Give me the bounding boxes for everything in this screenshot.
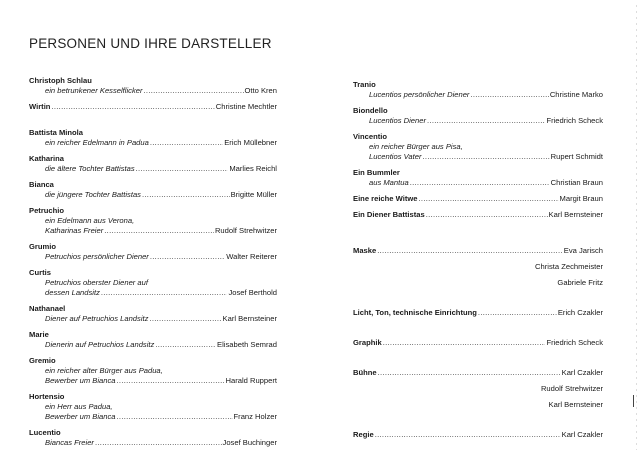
role-name: Curtis bbox=[29, 268, 51, 277]
actor-name: Harald Ruppert bbox=[225, 376, 277, 385]
crew-row bbox=[353, 338, 603, 348]
role-name: Petruchio bbox=[29, 206, 65, 215]
role-description: Diener auf Petruchios Landsitz bbox=[45, 314, 149, 323]
cast-entry bbox=[29, 330, 277, 350]
dot-leader bbox=[427, 116, 545, 126]
actor-name: Christine Mechtler bbox=[215, 102, 277, 111]
cast-entry bbox=[29, 268, 277, 298]
description-row bbox=[29, 314, 277, 324]
role-row bbox=[353, 210, 603, 220]
description-row bbox=[29, 340, 277, 350]
role-description: ein reicher Edelmann in Padua bbox=[45, 138, 149, 147]
scan-mark-artifact bbox=[633, 395, 634, 407]
cast-entry bbox=[29, 154, 277, 174]
role-name: Marie bbox=[29, 330, 49, 339]
cast-entry bbox=[29, 356, 277, 386]
actor-name: Walter Reiterer bbox=[226, 252, 277, 261]
cast-entry bbox=[29, 242, 277, 262]
role-description: Katharinas Freier bbox=[45, 226, 104, 235]
role-description: die jüngere Tochter Battistas bbox=[45, 190, 141, 199]
cast-list-left bbox=[29, 76, 277, 454]
role-description: Petruchios persönlicher Diener bbox=[45, 252, 149, 261]
crew-row bbox=[353, 246, 603, 256]
crew-entry bbox=[353, 338, 603, 348]
dot-leader bbox=[136, 164, 229, 174]
dot-leader bbox=[150, 252, 225, 262]
role-name: Katharina bbox=[29, 154, 65, 163]
spacer bbox=[353, 226, 603, 246]
cast-list-right bbox=[353, 80, 603, 460]
description-row bbox=[353, 152, 603, 162]
role-description: die ältere Tochter Battistas bbox=[45, 164, 135, 173]
crew-member: Friedrich Scheck bbox=[546, 338, 603, 347]
crew-member: Eva Jarisch bbox=[563, 246, 603, 255]
dot-leader bbox=[150, 138, 223, 148]
crew-member-extra: Christa Zechmeister bbox=[535, 262, 603, 271]
description-row bbox=[29, 164, 277, 174]
role-description: aus Mantua bbox=[369, 178, 409, 187]
role-name: Hortensio bbox=[29, 392, 65, 401]
description-row bbox=[29, 252, 277, 262]
cast-entry bbox=[29, 206, 277, 236]
dot-leader bbox=[377, 246, 563, 256]
role-description: Biancas Freier bbox=[45, 438, 94, 447]
cast-list-right-roles bbox=[353, 80, 603, 220]
crew-row bbox=[353, 368, 603, 378]
cast-entry bbox=[29, 76, 277, 96]
role-name: Grumio bbox=[29, 242, 57, 251]
role-name: Vincentio bbox=[353, 132, 388, 141]
crew-member: Erich Czakler bbox=[557, 308, 603, 317]
dot-leader bbox=[144, 86, 244, 96]
actor-name: Brigitte Müller bbox=[230, 190, 277, 199]
description-row bbox=[29, 288, 277, 298]
cast-entry bbox=[353, 80, 603, 100]
description-row bbox=[29, 138, 277, 148]
dot-leader bbox=[383, 338, 546, 348]
cast-entry bbox=[29, 428, 277, 448]
crew-entry bbox=[353, 246, 603, 288]
role-name: Ein Bummler bbox=[353, 168, 400, 177]
actor-name: Elisabeth Semrad bbox=[217, 340, 277, 349]
dot-leader bbox=[410, 178, 550, 188]
cast-entry bbox=[353, 106, 603, 126]
description-row bbox=[353, 116, 603, 126]
cast-entry bbox=[353, 210, 603, 220]
role-description: Lucentios Vater bbox=[369, 152, 422, 161]
actor-name: Friedrich Scheck bbox=[546, 116, 603, 125]
role-row bbox=[29, 102, 277, 112]
role-description: ein reicher Bürger aus Pisa, bbox=[369, 142, 463, 151]
role-name: Ein Diener Battistas bbox=[353, 210, 425, 219]
dot-leader bbox=[51, 102, 214, 112]
dot-leader bbox=[155, 340, 216, 350]
crew-member-extra: Rudolf Strehwitzer bbox=[540, 384, 603, 393]
dot-leader bbox=[478, 308, 557, 318]
role-name: Bianca bbox=[29, 180, 54, 189]
role-description: ein betrunkener Kesselflicker bbox=[45, 86, 143, 95]
role-name: Christoph Schlau bbox=[29, 76, 92, 85]
role-name: Tranio bbox=[353, 80, 376, 89]
crew-row bbox=[353, 430, 603, 440]
description-row bbox=[29, 190, 277, 200]
crew-entry bbox=[353, 308, 603, 318]
description-row bbox=[353, 178, 603, 188]
crew-member: Karl Czakler bbox=[561, 368, 603, 377]
role-row bbox=[353, 194, 603, 204]
dot-leader bbox=[142, 190, 230, 200]
dot-leader bbox=[117, 376, 225, 386]
role-name: Biondello bbox=[353, 106, 388, 115]
actor-name: Erich Müllebner bbox=[224, 138, 277, 147]
description-row bbox=[29, 438, 277, 448]
description-row bbox=[29, 412, 277, 422]
actor-name: Rudolf Strehwitzer bbox=[214, 226, 277, 235]
crew-member-extra: Gabriele Fritz bbox=[557, 278, 603, 287]
role-description: Lucentios persönlicher Diener bbox=[369, 90, 470, 99]
description-row bbox=[29, 226, 277, 236]
role-description: Bewerber um Bianca bbox=[45, 412, 116, 421]
crew-member: Karl Czakler bbox=[561, 430, 603, 439]
dot-leader bbox=[375, 430, 561, 440]
role-description: Dienerin auf Petruchios Landsitz bbox=[45, 340, 155, 349]
cast-entry bbox=[29, 180, 277, 200]
role-description: Bewerber um Bianca bbox=[45, 376, 116, 385]
role-name: Nathanael bbox=[29, 304, 66, 313]
crew-entry bbox=[353, 430, 603, 440]
cast-entry bbox=[353, 168, 603, 188]
actor-name: Christine Marko bbox=[549, 90, 603, 99]
crew-role: Licht, Ton, technische Einrichtung bbox=[353, 308, 477, 317]
cast-entry bbox=[353, 194, 603, 204]
crew-entry bbox=[353, 368, 603, 410]
description-row bbox=[29, 86, 277, 96]
dot-leader bbox=[149, 314, 221, 324]
role-name: Wirtin bbox=[29, 102, 51, 111]
role-name: Battista Minola bbox=[29, 128, 84, 137]
crew-role: Graphik bbox=[353, 338, 382, 347]
role-name: Eine reiche Witwe bbox=[353, 194, 418, 203]
cast-entry bbox=[29, 128, 277, 148]
dot-leader bbox=[423, 152, 550, 162]
description-row bbox=[353, 90, 603, 100]
cast-entry bbox=[353, 132, 603, 162]
crew-member-extra: Karl Bernsteiner bbox=[548, 400, 603, 409]
crew-role: Regie bbox=[353, 430, 374, 439]
role-name: Lucentio bbox=[29, 428, 61, 437]
dot-leader bbox=[101, 288, 228, 298]
cast-entry bbox=[29, 304, 277, 324]
actor-name: Franz Holzer bbox=[233, 412, 277, 421]
dot-leader bbox=[378, 368, 561, 378]
crew-list bbox=[353, 246, 603, 440]
cast-entry bbox=[29, 392, 277, 422]
scan-edge-artifact bbox=[636, 5, 637, 450]
role-description: ein reicher alter Bürger aus Padua, bbox=[45, 366, 163, 375]
actor-name: Rupert Schmidt bbox=[550, 152, 603, 161]
actor-name: Karl Bernsteiner bbox=[548, 210, 603, 219]
dot-leader bbox=[117, 412, 233, 422]
role-description: dessen Landsitz bbox=[45, 288, 100, 297]
actor-name: Karl Bernsteiner bbox=[222, 314, 277, 323]
role-description: ein Edelmann aus Verona, bbox=[45, 216, 135, 225]
actor-name: Otto Kren bbox=[244, 86, 277, 95]
actor-name: Josef Buchinger bbox=[222, 438, 277, 447]
crew-role: Bühne bbox=[353, 368, 377, 377]
role-description: Lucentios Diener bbox=[369, 116, 426, 125]
crew-row bbox=[353, 308, 603, 318]
dot-leader bbox=[426, 210, 548, 220]
dot-leader bbox=[104, 226, 214, 236]
actor-name: Christian Braun bbox=[550, 178, 603, 187]
crew-role: Maske bbox=[353, 246, 377, 255]
dot-leader bbox=[470, 90, 548, 100]
page-title: PERSONEN UND IHRE DARSTELLER bbox=[29, 36, 272, 51]
actor-name: Josef Berthold bbox=[228, 288, 277, 297]
actor-name: Margit Braun bbox=[559, 194, 603, 203]
role-description: ein Herr aus Padua, bbox=[45, 402, 113, 411]
spacer bbox=[29, 118, 277, 128]
role-name: Gremio bbox=[29, 356, 56, 365]
actor-name: Marlies Reichl bbox=[229, 164, 277, 173]
cast-entry bbox=[29, 102, 277, 112]
description-row bbox=[29, 376, 277, 386]
dot-leader bbox=[95, 438, 222, 448]
role-description: Petruchios oberster Diener auf bbox=[45, 278, 148, 287]
dot-leader bbox=[419, 194, 559, 204]
